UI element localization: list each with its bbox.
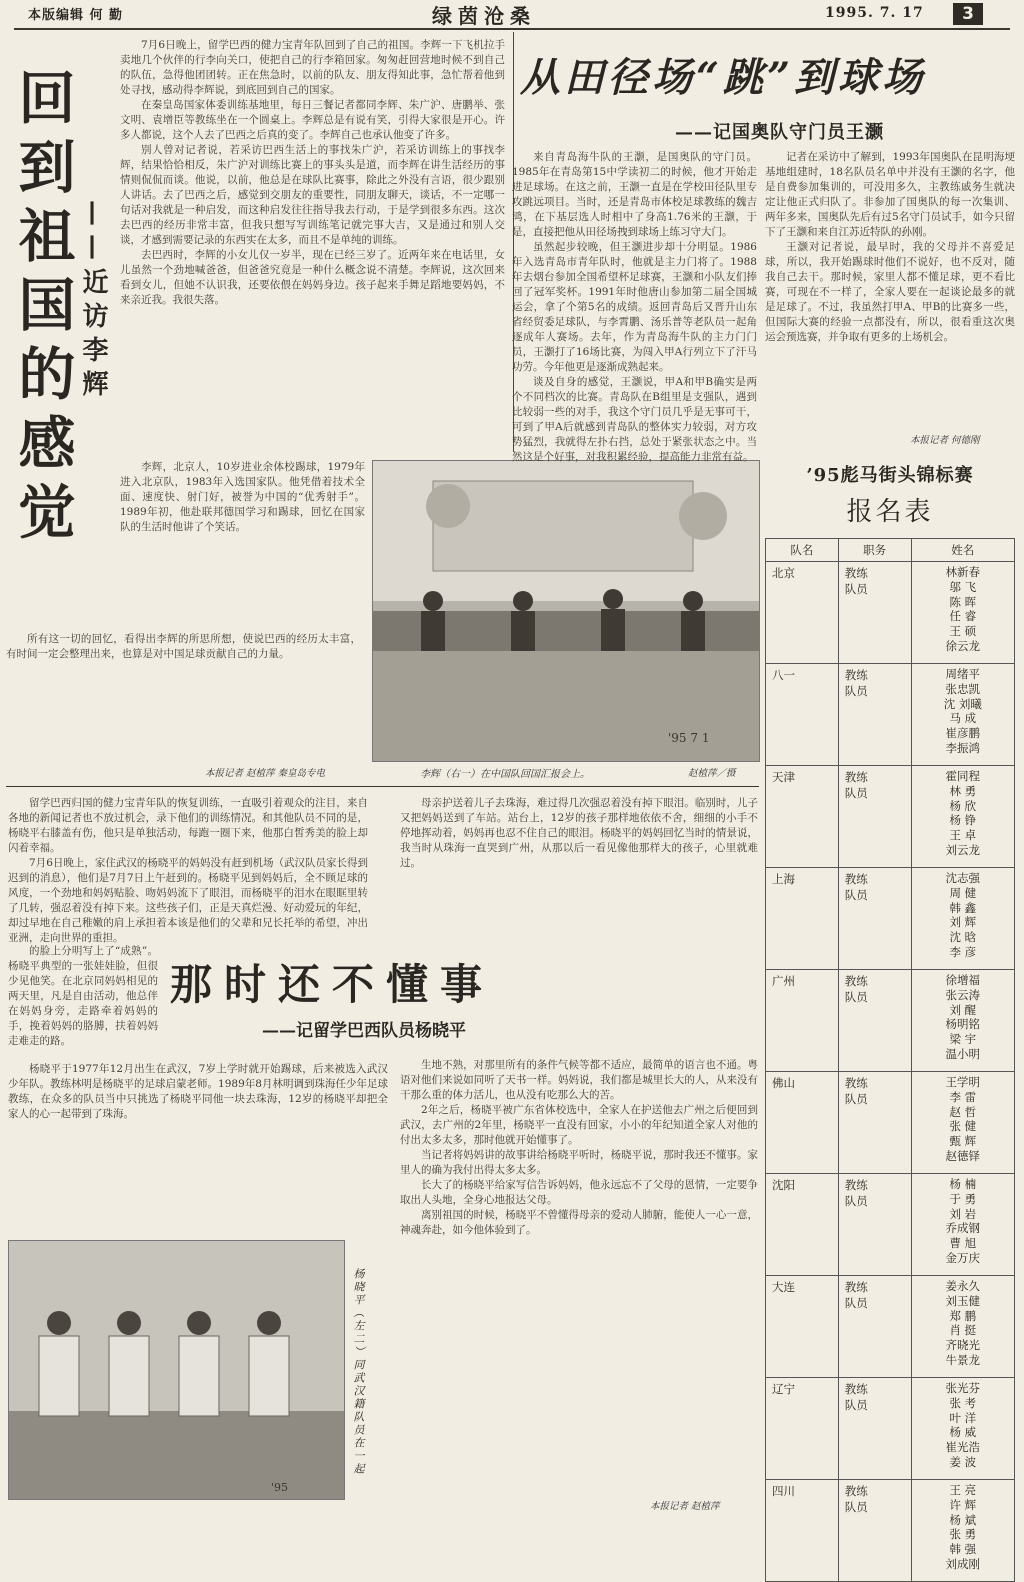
player-name: 刘 醒 — [949, 1002, 977, 1017]
header-team: 队名 — [766, 539, 839, 562]
registration-row — [766, 1072, 1015, 1174]
registration-table — [765, 538, 1015, 1582]
team-roster — [911, 970, 1014, 1072]
team-photo-scene — [9, 1241, 344, 1499]
player-name: 张云涛 — [945, 987, 981, 1002]
registration-row — [766, 766, 1015, 868]
article-1-subtitle: ——近访李辉 — [78, 200, 108, 404]
article-3-title: 那时还不懂事 — [170, 960, 495, 1009]
page-number: 3 — [953, 3, 983, 25]
article-3-body-col2 — [400, 1058, 758, 1466]
article-2-paragraph: 谈及自身的感觉，王灏说，甲A和甲B确实是两个不同档次的比赛。青岛队在B组里是支强队，遇到比较弱一些的对手，我这个守门员几乎是无事可干，可到了甲A后就感到青岛队的整体实力较弱，对方攻势猛烈，我就得左扑右挡，总处于紧张状态之中。当然这是个好事，对我积累经验，提高能力非常有益。 — [512, 376, 757, 463]
article-2-body — [512, 150, 757, 463]
registration-row — [766, 562, 1015, 664]
player-name: 曹 旭 — [949, 1236, 977, 1251]
team-role: 教练 队员 — [838, 868, 911, 970]
player-name: 林 勇 — [949, 783, 977, 798]
player-name: 崔彦鹏 — [945, 726, 981, 741]
player-name: 李振鸿 — [945, 740, 981, 755]
player-name: 韩 强 — [949, 1542, 977, 1557]
team-role: 教练 队员 — [838, 1276, 911, 1378]
section-title: 绿茵沧桑 — [432, 4, 536, 28]
team-name: 广州 — [766, 970, 839, 1072]
team-role: 教练 队员 — [838, 1480, 911, 1582]
player-name: 王学明 — [945, 1075, 981, 1089]
player-name: 刘 辉 — [949, 915, 977, 930]
player-name: 李 彦 — [949, 944, 977, 959]
registration-form — [765, 455, 1015, 1582]
team-roster — [911, 562, 1014, 664]
player-name: 杨 威 — [949, 1425, 977, 1440]
player-name: 崔光浩 — [945, 1440, 981, 1455]
team-photo — [8, 1240, 345, 1500]
registration-row — [766, 1480, 1015, 1582]
player-name: 林新春 — [945, 565, 981, 579]
player-name: 李 雷 — [949, 1089, 977, 1104]
masthead — [0, 0, 1024, 30]
player-name: 甄 辉 — [949, 1134, 977, 1149]
article-2-subtitle: ——记国奥队守门员王灏 — [675, 122, 884, 143]
article-1-paragraph: 7月6日晚上，留学巴西的健力宝青年队回到了自己的祖国。李辉一下飞机拉手卖地几个伙伴的行李向关口，使把自己的行李箱回家。匆匆赶回营地时候不到自己的队伍，急得他团团转。正在焦急时，以前的队友、朋友得知此事，急忙帮着他到处寻找，感动得李辉说，到底回到自己的国家。 — [120, 39, 505, 96]
player-name: 赵德铎 — [945, 1148, 981, 1163]
player-name: 周 健 — [949, 885, 977, 900]
article-2-body-right — [765, 150, 1015, 428]
team-roster — [911, 1174, 1014, 1276]
article-2-paragraph: 王灏对记者说，最早时，我的父母并不喜爱足球，所以，我开始踢球时他们不说好，也不反对，随我自己去干。那时候，家里人都不懂足球，更不看比赛，可现在不一样了，全家人要在一起谈论最多的就是足球了。不过，我虽然打甲A、甲B的比赛多一些，但国际大赛的经验一点都没有，所以，很看重这次奥运会预选赛，并争取有更多的上场机会。 — [765, 241, 1015, 343]
player-name: 王 硕 — [949, 624, 977, 639]
player-name: 杨 楠 — [949, 1177, 977, 1191]
team-role: 教练 队员 — [838, 562, 911, 664]
team-role: 教练 队员 — [838, 766, 911, 868]
photo-date-stamp: '95 7 1 — [668, 731, 710, 745]
player-name: 张 健 — [949, 1119, 977, 1134]
team-role: 教练 队员 — [838, 1174, 911, 1276]
player-name: 刘成刚 — [945, 1556, 981, 1571]
article-1-byline: 本报记者 赵植萍 秦皇岛专电 — [205, 768, 326, 779]
player-name: 沈 刘曦 — [943, 696, 982, 711]
article-1-paragraph: 去巴西时，李辉的小女儿仅一岁半，现在已经三岁了。近两年来在电话里，女儿虽然一个劲地喊爸爸，但爸爸究竟是一种什么概念说不清楚。李辉说，这次回来看到女儿，但她不认识我，还要依偎在妈妈身边。孩子起来手舞足蹈地要妈妈，不来亲近我。我很失落。 — [120, 249, 505, 306]
article-1-paragraph: 在秦皇岛国家体委训练基地里，每日三餐记者都同李辉、朱广沪、唐鹏举、张文明、袁增臣等教练坐在一个圆桌上。李辉总是有说有笑，引得大家很是开心。许多人都说，这个人去了巴西之后真的变了。李辉自己也承认他变了许多。 — [120, 99, 505, 141]
article-1-body-bottom — [6, 632, 361, 757]
article-1-title-text: 回到祖国的感觉 — [9, 68, 75, 551]
player-name: 陈 晖 — [949, 594, 977, 609]
registration-title-line1: ’95彪马街头锦标赛 — [806, 465, 974, 486]
player-name: 张忠凯 — [945, 681, 981, 696]
player-name: 张 勇 — [949, 1527, 977, 1542]
player-name: 杨明铭 — [945, 1017, 981, 1032]
player-name: 于 勇 — [949, 1191, 977, 1206]
article-3-body-left — [8, 796, 368, 944]
article-2-byline: 本报记者 何德刚 — [910, 435, 980, 446]
registration-header-row — [766, 539, 1015, 562]
team-roster — [911, 1378, 1014, 1480]
team-name: 沈阳 — [766, 1174, 839, 1276]
article-1-title — [10, 68, 74, 551]
team-role: 教练 队员 — [838, 1378, 911, 1480]
press-conference-photo — [372, 460, 760, 762]
player-name: 韩 鑫 — [949, 900, 977, 915]
article-1-paragraph: 所有这一切的回忆，看得出李辉的所思所想，使说巴西的经历太丰富，有时间一定会整理出来，也算是对中国足球贡献自己的力量。 — [6, 633, 361, 660]
article-1-paragraph: 李辉，北京人，10岁进业余体校踢球，1979年进入北京队，1983年入选国家队。他凭借着技术全面、速度快、射门好，被誉为中国的“优秀射手”。1989年初，他赴联邦德国学习和踢球，回忆在国家队的生活时他讲了个笑话。 — [120, 461, 365, 533]
article-3-paragraph: 杨晓平于1977年12月出生在武汉，7岁上学时就开始踢球，后来被选入武汉少年队。教练林明是杨晓平的足球启蒙老师。1989年8月林明调到珠海任少年足球教练，在众多的队员当中只挑选了杨晓平同他一块去珠海，12岁的杨晓平却把全家人的心一起带到了珠海。 — [8, 1063, 388, 1120]
registration-row — [766, 664, 1015, 766]
team-name: 四川 — [766, 1480, 839, 1582]
player-name: 梁 宇 — [949, 1032, 977, 1047]
player-name: 姜 波 — [949, 1454, 977, 1469]
article-2-paragraph: 来自青岛海牛队的王灏，是国奥队的守门员。1985年在青岛第15中学读初二的时候，他才开始走进足球场。在这之前，王灏一直是在学校田径队里专攻跳远项目。当时，还是青岛市体校足球教练的魏吉鸿，在下基层选人时相中了身高1.76米的王灏，于是，直接把他从田径场拽到球场上练习守大门。 — [512, 151, 757, 238]
registration-title-line2: 报名表 — [846, 497, 934, 527]
registration-row — [766, 970, 1015, 1072]
team-name: 天津 — [766, 766, 839, 868]
player-name: 杨 斌 — [949, 1512, 977, 1527]
player-name: 许 辉 — [949, 1497, 977, 1512]
article-3-byline: 本报记者 赵植萍 — [650, 1501, 720, 1512]
team-role: 教练 队员 — [838, 970, 911, 1072]
press-conference-scene — [373, 461, 759, 761]
article-3-paragraph: 留学巴西归国的健力宝青年队的恢复训练，一直吸引着观众的注目，来自各地的新闻记者也不放过机会，录下他们的训练情况。和其他队员不同的是，杨晓平右膝盖有伤，他只是单独活动，每跑一圈下来，他那白皙秀美的脸上却闪着幸福。 — [8, 797, 368, 854]
team-roster — [911, 868, 1014, 970]
player-name: 周绪平 — [945, 667, 981, 681]
player-name: 马 成 — [949, 711, 977, 726]
player-name: 肖 挺 — [949, 1323, 977, 1338]
registration-row — [766, 868, 1015, 970]
team-name: 辽宁 — [766, 1378, 839, 1480]
player-name: 牛景龙 — [945, 1352, 981, 1367]
team-name: 北京 — [766, 562, 839, 664]
registration-row — [766, 1378, 1015, 1480]
issue-date: 1995. 7. 17 — [825, 5, 924, 21]
player-name: 杨 欣 — [949, 798, 977, 813]
article-3-paragraph: 2年之后，杨晓平被广东省体校选中，全家人在护送他去广州之后便回到武汉，去广州的2年里，杨晓平一直没有回家，小小的年纪知道全家人对他的付出太多太多，那时他就开始懂事了。 — [400, 1104, 758, 1146]
team-roster — [911, 1480, 1014, 1582]
header-role: 职务 — [838, 539, 911, 562]
team-name: 上海 — [766, 868, 839, 970]
article-3-paragraph: 长大了的杨晓平给家写信告诉妈妈，他永远忘不了父母的恩情，一定要争取出人头地，全身心地报达父母。 — [400, 1179, 758, 1206]
player-name: 姜永久 — [945, 1279, 981, 1293]
article-2-title: 从田径场“跳”到球场 — [520, 54, 927, 101]
player-name: 王 亮 — [949, 1483, 977, 1497]
team-roster — [911, 664, 1014, 766]
team-photo-stamp: '95 — [271, 1481, 289, 1494]
player-name: 杨 铮 — [949, 813, 977, 828]
team-name: 佛山 — [766, 1072, 839, 1174]
masthead-rule — [14, 28, 1010, 30]
section-rule — [6, 786, 759, 787]
player-name: 温小明 — [945, 1046, 981, 1061]
player-name: 沈志强 — [945, 871, 981, 885]
player-name: 徐云龙 — [945, 638, 981, 653]
article-3-paragraph: 当记者将妈妈讲的故事讲给杨晓平听时，杨晓平说，那时我还不懂事。家里人的确为我付出得太多太多。 — [400, 1149, 758, 1176]
article-2-paragraph: 虽然起步较晚，但王灏进步却十分明显。1986年入选青岛市青年队时，他就是主力门将了。1988年去烟台参加全国希望杯足球赛，王灏和小队友们捧回了冠军奖杯。1991年时他唐山参加第二届全国城运会，拿了个第5名的成绩。返回青岛后又晋升山东省经贸委足球队，与李霄鹏、汤乐普等老队员一起角逐成年人赛场。去年，作为青岛海牛队的主力门门员，王灏打了16场比赛，为闯入甲A行列立下了汗马功劳。今年他更是逐渐成熟起来。 — [512, 241, 757, 373]
team-role: 教练 队员 — [838, 664, 911, 766]
team-name: 八一 — [766, 664, 839, 766]
article-2-paragraph: 记者在采访中了解到，1993年国奥队在昆明海埂基地组建时，18名队员名单中并没有王灏的名字，他是自费参加集训的，可没用多久，主教练戚务生就决定让他正式归队了。非参加了国奥队的每一次集训、两年多来，国奥队先后有过5名守门员试手，如今只留下了王灏和来自江苏近特队的孙刚。 — [765, 151, 1015, 238]
player-name: 张 考 — [949, 1395, 977, 1410]
player-name: 邬 飞 — [949, 579, 977, 594]
team-roster — [911, 766, 1014, 868]
photo-1-credit: 赵植萍／摄 — [688, 768, 736, 779]
player-name: 叶 洋 — [949, 1410, 977, 1425]
registration-row — [766, 1174, 1015, 1276]
team-role: 教练 队员 — [838, 1072, 911, 1174]
player-name: 赵 哲 — [949, 1104, 977, 1119]
article-3-paragraph: 的脸上分明写上了“成熟”。杨晓平典型的一张娃娃脸，但很少见他笑。在北京同妈妈相见的两天里，凡是自由活动，他总伴在妈妈身旁，走路牵着妈妈的手，挽着妈妈的胳膊，扶着妈妈走难走的路。 — [8, 945, 158, 1047]
player-name: 郑 鹏 — [949, 1308, 977, 1323]
player-name: 刘云龙 — [945, 842, 981, 857]
article-1-body — [120, 38, 505, 458]
article-3-paragraph: 生地不熟，对那里所有的条件气候等都不适应，最简单的语言也不通。粤语对他们来说如同听了天书一样。妈妈说，我们都是城里长大的人，从来没有干那么重的体力活儿，也从没有吃那么大的苦。 — [400, 1059, 758, 1101]
player-name: 王 卓 — [949, 828, 977, 843]
article-3-paragraph: 母亲护送着儿子去珠海，难过得几次强忍着没有掉下眼泪。临别时，儿子又把妈妈送到了车站。站台上，12岁的孩子那样地依依不舍，细细的小手不停地挥动着，妈妈再也忍不住自己的眼泪。杨晓平的妈妈回忆当时的情景说，我当时从珠海一直哭到广州，从那以后一看见像他那样大的孩子，心里就难过。 — [400, 797, 758, 869]
player-name: 齐晓光 — [945, 1338, 981, 1353]
player-name: 刘玉健 — [945, 1293, 981, 1308]
player-name: 刘 岩 — [949, 1206, 977, 1221]
article-3-subtitle: ——记留学巴西队员杨晓平 — [262, 1021, 466, 1041]
photo-1-caption: 李辉（右一）在中国队回国汇报会上。 — [420, 769, 590, 780]
article-3-body-mid — [8, 1062, 388, 1234]
team-roster — [911, 1276, 1014, 1378]
team-name: 大连 — [766, 1276, 839, 1378]
player-name: 张光芬 — [945, 1381, 981, 1395]
registration-row — [766, 1276, 1015, 1378]
player-name: 金万庆 — [945, 1250, 981, 1265]
editor-credit: 本版编辑 何 勤 — [28, 8, 124, 23]
player-name: 霍同程 — [945, 769, 981, 783]
player-name: 徐增福 — [945, 973, 981, 987]
article-3-paragraph: 7月6日晚上，家住武汉的杨晓平的妈妈没有赶到机场（武汉队员家长得到迟到的消息），他们是7月7日上午赶到的。杨晓平见到妈妈后，全不顾足球的风度，一个劲地和妈妈贴脸、吻妈妈流下了眼泪，而杨晓平的泪水在眼眶里转了几转，强忍着没有掉下来。这些孩子们，正是天真烂漫、好动爱玩的年纪，却过早地在自己稚嫩的肩上承担着本该是他们的父辈和兄长托举的希望，冲出亚洲，走向世界的重担。 — [8, 857, 368, 944]
team-roster — [911, 1072, 1014, 1174]
player-name: 任 睿 — [949, 609, 977, 624]
player-name: 乔成钢 — [945, 1221, 981, 1236]
player-name: 沈 晗 — [949, 930, 977, 945]
article-1-paragraph: 别人曾对记者说，若采访巴西生活上的事找朱广沪，若采访训练上的事找李辉，结果恰恰相反，朱广沪对训练比赛上的事头头是道，而李辉在讲生活经历的事情则侃侃而谈。他说，以前，他总是在球队比赛事，除此之外没有言语，很少跟别人讲话。去了巴西之后，感觉到交朋友的重要性，同朋友聊天，谈话，不一定哪一句话对我就是一种启发，而这种启发往往指导我去行动，于是学到很多东西。这次去巴西的经历非常丰富，但我只想写写训练笔记就完事大吉，又是通过和别人交谈，才感到需要记录的东西实在太多，而且不是单纯的训练。 — [120, 144, 505, 246]
article-3-body-inset — [8, 944, 158, 1054]
article-3-body-right — [400, 796, 758, 936]
article-3-paragraph: 离别祖国的时候，杨晓平不曾懂得母亲的爱动人肺腑，能使人一心一意，神魂奔赴，如今他体验到了。 — [400, 1209, 758, 1236]
header-names: 姓名 — [911, 539, 1014, 562]
photo-2-caption: 杨晓平（左二）同武汉籍队员在一起 — [352, 1268, 365, 1476]
article-1-body-lower — [120, 460, 365, 630]
